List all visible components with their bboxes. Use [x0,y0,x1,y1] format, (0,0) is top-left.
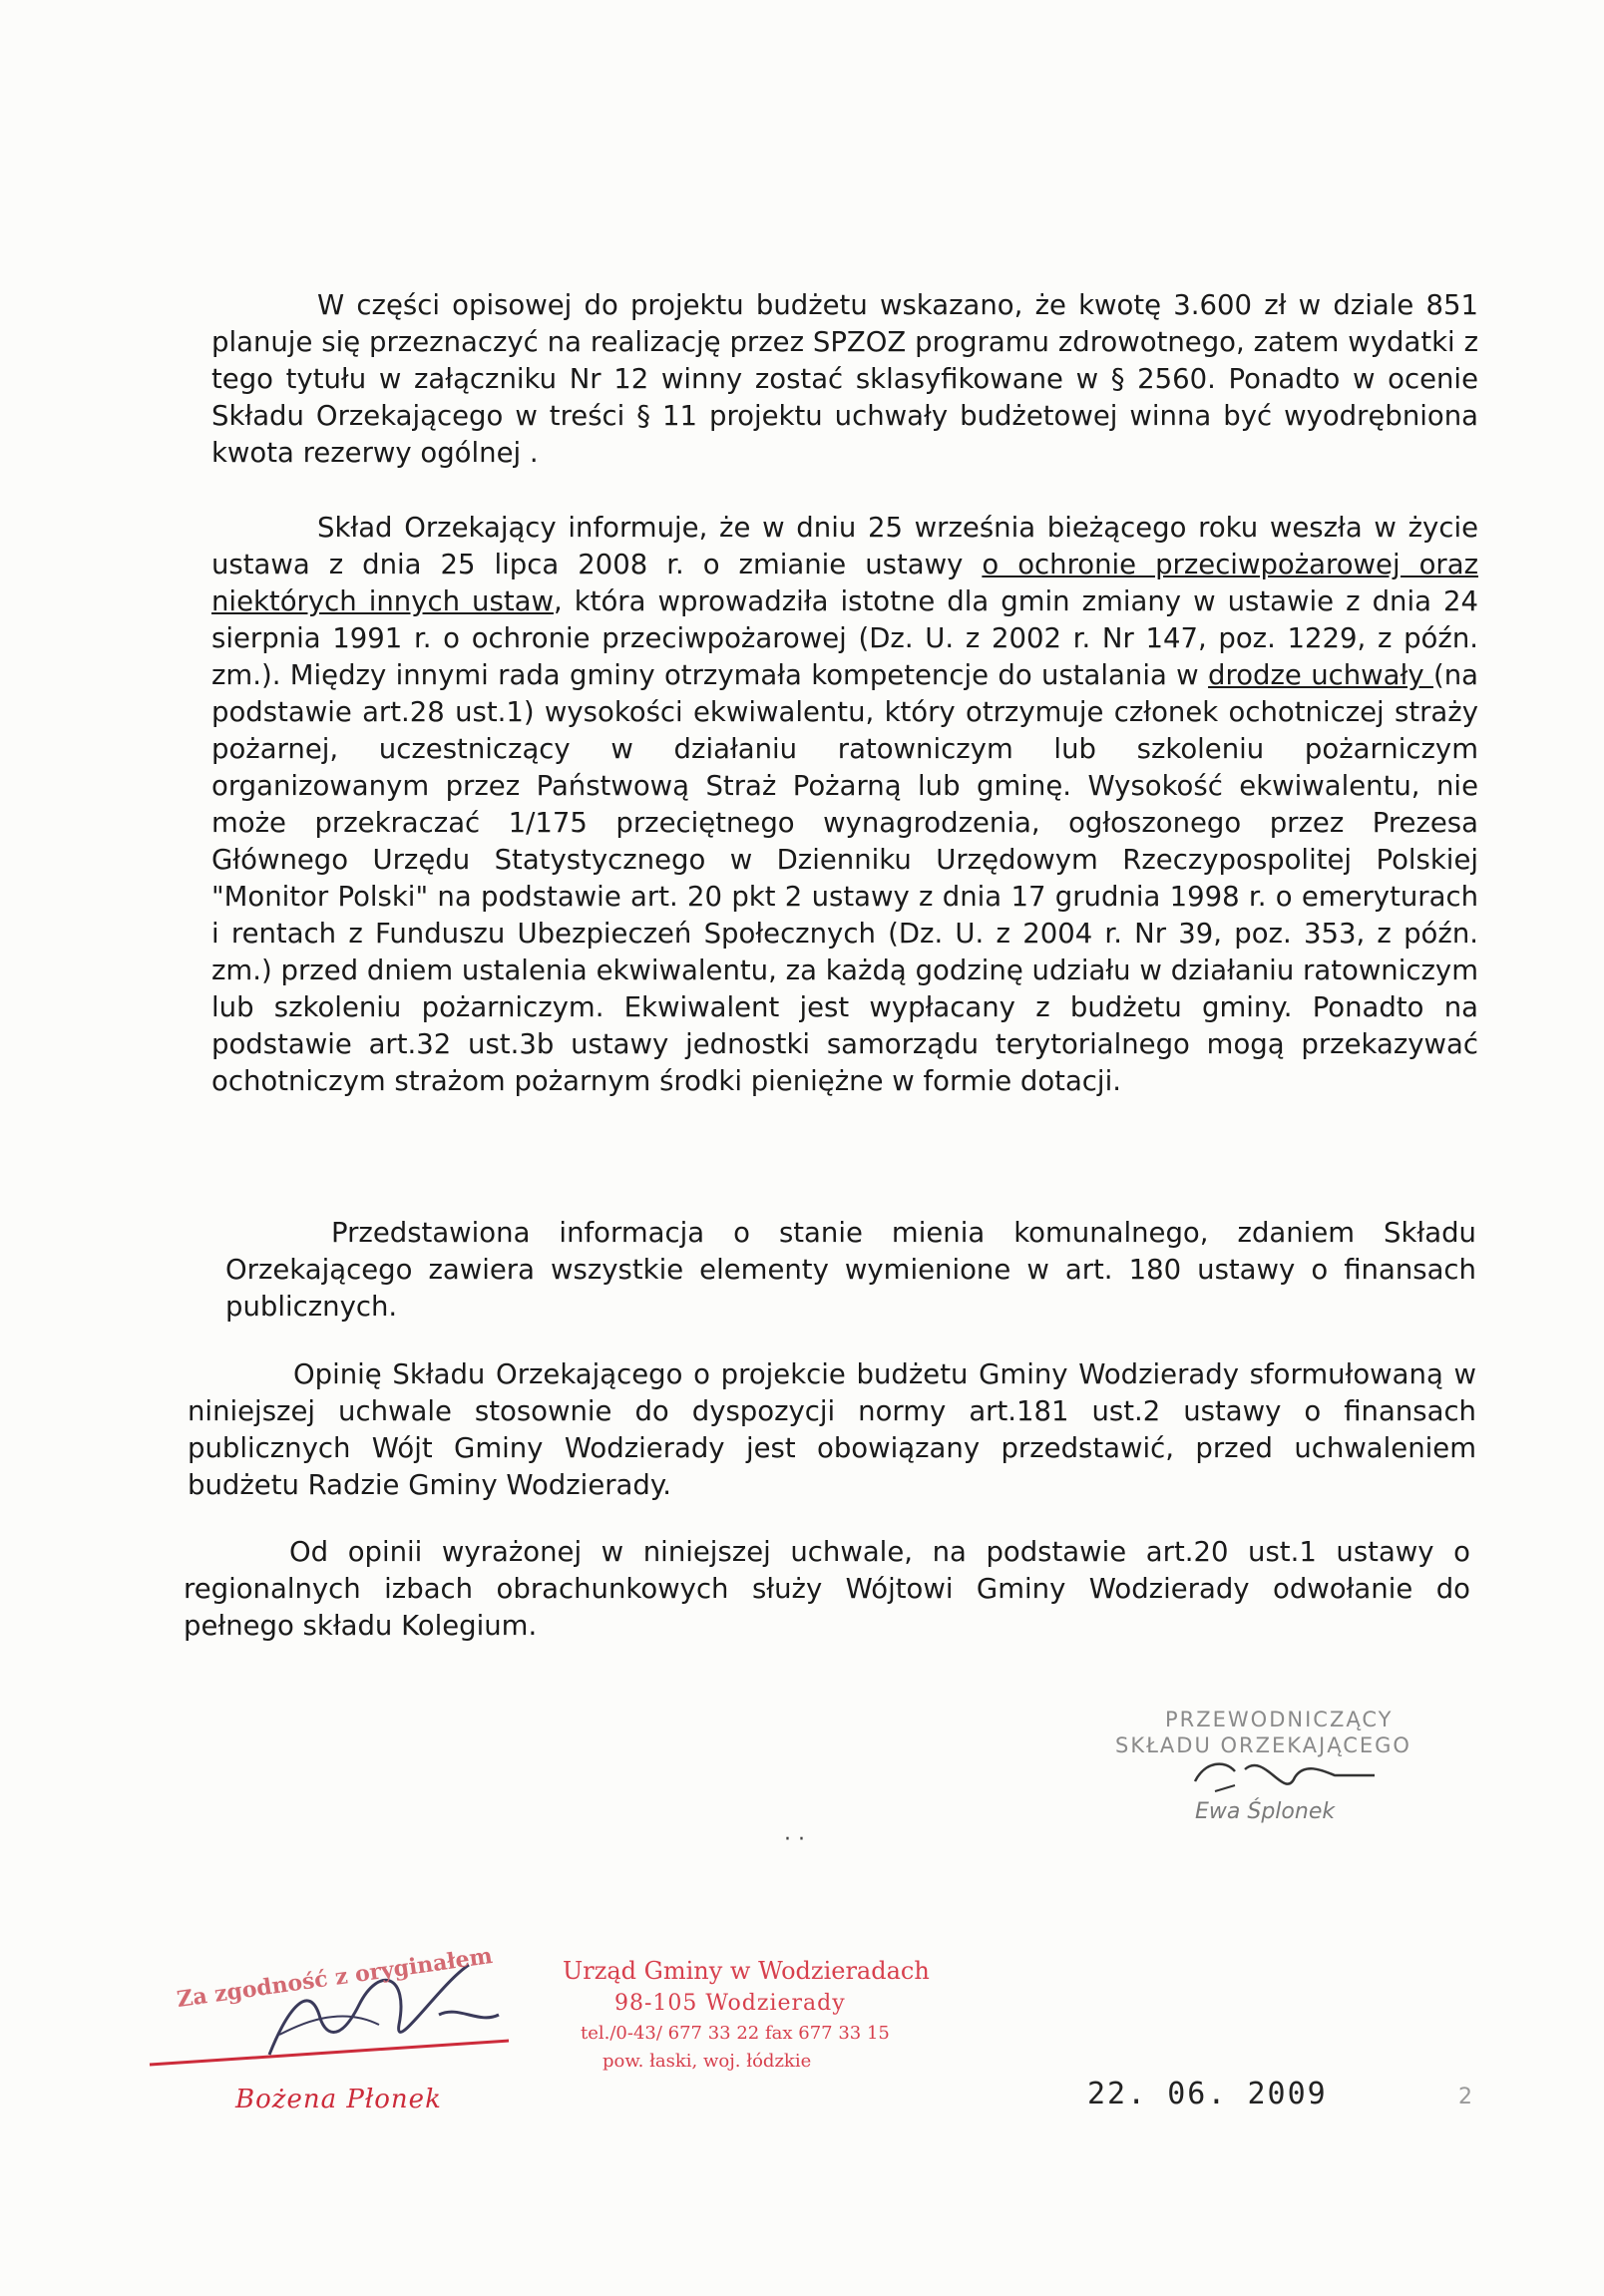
paragraph-budget-description: W części opisowej do projektu budżetu wskazano, że kwotę 3.600 zł w dziale 851 planuje się przeznaczyć na realizację przez SPZOZ programu zdrowotnego, zatem wydatki z tego tytułu w załączniku Nr 12 winny zostać sklasyfikowane w § 2560. Ponadto w ocenie Składu Orzekającego w treści § 11 projektu uchwały budżetowej winna być wyodrębniona kwota rezerwy ogólnej . [211,289,1478,469]
certification-stamp [140,1942,539,2144]
office-stamp-phone: tel./0-43/ 677 33 22 fax 677 33 15 [581,2023,890,2044]
certification-text: Za zgodność z oryginałem [175,1942,495,2014]
date-stamp: 22. 06. 2009 [1087,2077,1328,2111]
office-stamp [559,1957,958,2097]
chair-stamp [1115,1708,1494,1827]
certification-name: Bożena Płonek [235,2085,442,2114]
paragraph-opinion-obligation: Opinię Składu Orzekającego o projekcie budżetu Gminy Wodzierady sformułowaną w niniejszej uchwale stosownie do dyspozycji normy art.181 ust.2 ustawy o finansach publicznych Wójt Gminy Wodzierady jest obowiązany przedstawić, przed uchwaleniem budżetu Radzie Gminy Wodzierady. [188,1358,1476,1501]
underlined-resolution-term: drodze uchwały [1208,659,1433,691]
office-stamp-name: Urząd Gminy w Wodzieradach [563,1957,930,1985]
chair-stamp-title: PRZEWODNICZĄCY [1165,1708,1394,1731]
paragraph-municipal-property: Przedstawiona informacja o stanie mienia komunalnego, zdaniem Składu Orzekającego zawiera wszystkie elementy wymienione w art. 180 ustawy o finansach publicznych. [225,1217,1476,1323]
underlined-act-title: o ochronie przeciwpożarowej oraz niektórych innych ustaw [211,549,1478,617]
chair-stamp-name: Ewa Śplonek [1195,1799,1336,1824]
office-stamp-region: pow. łaski, woj. łódzkie [602,2051,812,2072]
office-stamp-address: 98-105 Wodzierady [614,1991,846,2016]
paragraph-text: , która wprowadziła istotne dla gmin zmiany w ustawie z dnia 24 sierpnia 1991 r. o ochronie przeciwpożarowej (Dz. U. z 2002 r. Nr 147, poz. 1229, z późn. zm.). Między innymi rada gminy otrzymała kompetencje do ustalania w [211,585,1479,691]
page-number: 2 [1458,2085,1472,2109]
paragraph-appeal-right: Od opinii wyrażonej w niniejszej uchwale, na podstawie art.20 ust.1 ustawy o regionalnych izbach obrachunkowych służy Wójtowi Gminy Wodzierady odwołanie do pełnego składu Kolegium. [184,1536,1470,1642]
paragraph-text: (na podstawie art.28 ust.1) wysokości ekwiwalentu, który otrzymuje członek ochotniczej straży pożarnej, uczestniczący w działaniu ratowniczym lub szkoleniu pożarniczym organizowanym przez Państwową Straż Pożarną lub gminę. Wysokość ekwiwalentu, nie może przekraczać 1/175 przeciętnego wynagrodzenia, ogłoszonego przez Prezesa Głównego Urzędu Statystycznego w Dzienniku Urzędowym Rzeczypospolitej Polskiej "Monitor Polski" na podstawie art. 20 pkt 2 ustawy z dnia 17 grudnia 1998 r. o emeryturach i rentach z Funduszu Ubezpieczeń Społecznych (Dz. U. z 2004 r. Nr 39, poz. 353, z późn. zm.) przed dniem ustalenia ekwiwalentu, za każdą godzinę udziału w działaniu ratowniczym lub szkoleniu pożarniczym. Ekwiwalent jest wypłacany z budżetu gminy. Ponadto na podstawie art.32 ust.3b ustawy jednostki samorządu terytorialnego mogą przekazywać ochotniczym strażom pożarnym środki pieniężne w formie dotacji. [211,659,1478,1097]
paragraph-fire-protection-act [211,510,1478,1100]
paragraph-text: Skład Orzekający informuje, że w dniu 25 września bieżącego roku weszła w życie ustawa z dnia 25 lipca 2008 r. o zmianie ustawy [211,512,1478,580]
scan-speck: · · [784,1827,805,1852]
chair-stamp-subtitle: SKŁADU ORZEKAJĄCEGO [1115,1733,1411,1757]
